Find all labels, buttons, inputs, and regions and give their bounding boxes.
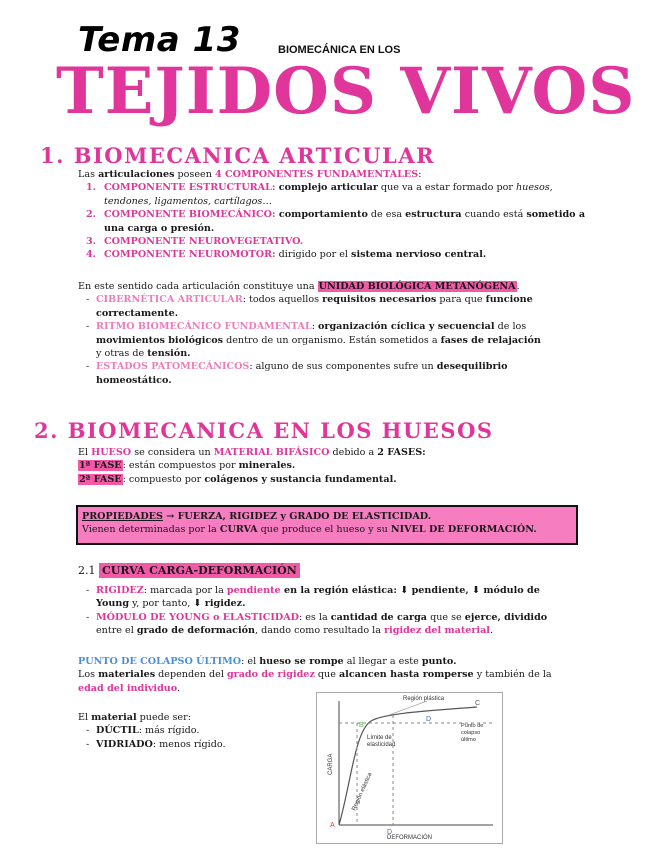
- y-axis-label: CARGA: [328, 753, 334, 775]
- list-item: 2. COMPONENTE BIOMECÁNICO: comportamiento de esa estructura cuando está sometido a una carga o presión.: [86, 209, 586, 234]
- list-item: - DÚCTIL: más rígido.: [86, 725, 200, 737]
- point-c-label: C: [475, 700, 481, 707]
- highlight: 1ª FASE: [79, 460, 122, 472]
- components-list: [86, 181, 598, 261]
- plastic-region-label: Región plástica: [403, 696, 445, 702]
- point-d-label: D: [426, 716, 432, 723]
- elastic-limit-label: Límite de elasticidad: [367, 735, 396, 748]
- list-item: - RIGIDEZ: marcada por la pendiente en la región elástica: ⬇ pendiente, ⬇ módulo de Young y, por tanto, ⬇ rigidez.: [86, 585, 540, 610]
- section1-intro: Las articulaciones poseen 4 COMPONENTES FUNDAMENTALES:: [78, 169, 422, 180]
- colapso-block: PUNTO DE COLAPSO ÚLTIMO: el hueso se rompe al llegar a este punto. Los materiales dependen del grado de rigidez que alcancen hasta romperse y también de la edad del individuo.: [78, 656, 552, 694]
- point-a-label: A: [330, 822, 335, 829]
- material-block: El material puede ser: - DÚCTIL: más rígido. - VIDRIADO: menos rígido.: [78, 711, 298, 751]
- load-deformation-figure: [316, 692, 503, 844]
- curve-bullets: [78, 584, 558, 638]
- collapse-point-label: Punto de colapso último: [461, 723, 484, 743]
- point-d-axis-label: D: [387, 829, 393, 836]
- list-item: - MÓDULO DE YOUNG o ELASTICIDAD: es la cantidad de carga que se ejerce, dividido entre el grado de deformación, dando como resultado la rigidez del material.: [86, 611, 548, 637]
- material-types: [78, 724, 298, 751]
- curve-bullets-block: [78, 584, 558, 638]
- curve-diagram: [317, 693, 502, 843]
- section2-title: 2. BIOMECANICA EN LOS HUESOS: [34, 418, 494, 443]
- point-b-label: B: [359, 722, 364, 729]
- highlight: UNIDAD BIOLÓGICA METANÓGENA: [318, 281, 516, 292]
- list-item: - ESTADOS PATOMECÁNICOS: alguno de sus componentes sufre un desequilibrio homeostático.: [86, 361, 508, 386]
- elastic-region-label: Región elástica: [351, 771, 374, 812]
- list-item: - CIBERNÉTICA ARTICULAR: todos aquellos requisitos necesarios para que funcione correctamente.: [86, 294, 533, 319]
- subsection-2-1: 2.1 CURVA CARGA-DEFORMACIÓN: [78, 564, 300, 577]
- highlight: CURVA CARGA-DEFORMACIÓN: [99, 563, 300, 578]
- highlight: 2ª FASE: [79, 473, 122, 485]
- list-item: 1. COMPONENTE ESTRUCTURAL: complejo articular que va a estar formado por huesos, tendones, ligamentos, cartílagos…: [86, 182, 553, 207]
- list-item: 4. COMPONENTE NEUROMOTOR: dirigido por el sistema nervioso central.: [86, 249, 487, 261]
- section1-title: 1. BIOMECANICA ARTICULAR: [40, 143, 436, 168]
- properties-text: PROPIEDADES → FUERZA, RIGIDEZ y GRADO DE ELASTICIDAD. Vienen determinadas por la CURVA que produce el hueso y su NIVEL DE DEFORMACIÓN.: [82, 511, 537, 536]
- articulation-bullets: [78, 293, 548, 387]
- header-subtitle: BIOMECÁNICA EN LOS: [278, 44, 401, 56]
- list-item: - VIDRIADO: menos rígido.: [86, 738, 226, 750]
- section2-intro: El HUESO se considera un MATERIAL BIFÁSICO debido a 2 FASES: 1ª FASE: están compuestos por minerales. 2ª FASE: compuesto por colágenos y sustancia fundamental.: [78, 447, 426, 485]
- tema-number: Tema 13: [78, 20, 241, 60]
- x-axis-label: DEFORMACIÓN: [387, 835, 432, 841]
- page-title: TEJIDOS VIVOS: [56, 54, 636, 129]
- section1-para2: En este sentido cada articulación constituye una UNIDAD BIOLÓGICA METANÓGENA. - CIBERNÉTICA ARTICULAR: todos aquellos requisitos necesarios para que funcione correctamente. - RITMO BIOMECÁNICO FUNDAMENTAL: organización cíclica y secuencial de los movimientos biológicos dentro de un organismo. Están sometidos a fases de relajación y otras de tensión. - ESTADOS PATOMECÁNICOS: alguno de sus componentes sufre un desequilibrio homeostático.: [78, 280, 548, 387]
- section1-body: [78, 168, 598, 262]
- list-item: - RITMO BIOMECÁNICO FUNDAMENTAL: organización cíclica y secuencial de los movimientos biológicos dentro de un organismo. Están sometidos a fases de relajación y otras de tensión.: [86, 321, 541, 360]
- list-item: 3. COMPONENTE NEUROVEGETATIVO.: [86, 236, 304, 248]
